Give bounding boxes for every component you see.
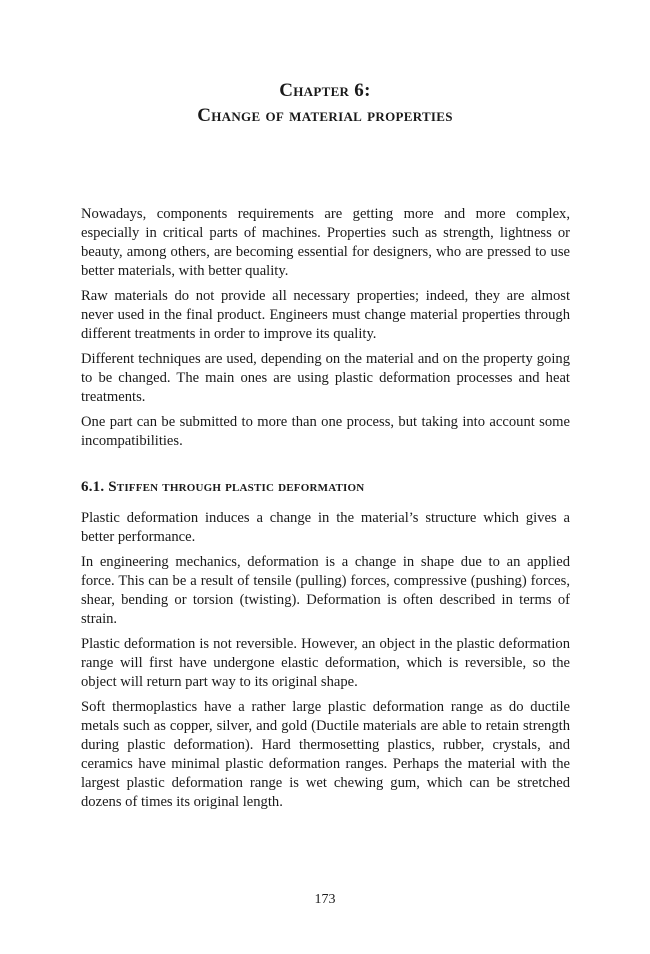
section-paragraph: In engineering mechanics, deformation is a change in shape due to an applied force. This can be a result of tensile (pulling) forces, compressive (pushing) forces, shear, bending or torsion (twisting). Deformation is often described in terms of strain. [81, 554, 570, 627]
chapter-title: Change of material properties [197, 105, 453, 126]
section-paragraph: Plastic deformation is not reversible. However, an object in the plastic deformation range will first have undergone elastic deformation, which is reversible, so the object will return part way to its original shape. [81, 636, 570, 690]
section-heading: 6.1. Stiffen through plastic deformation [81, 479, 365, 495]
intro-paragraph: Raw materials do not provide all necessary properties; indeed, they are almost never used in the final product. Engineers must change material properties through different treatments in order to improve its quality. [81, 288, 570, 342]
intro-paragraph: Different techniques are used, depending on the material and on the property going to be changed. The main ones are using plastic deformation processes and heat treatments. [81, 351, 570, 405]
section-paragraph: Soft thermoplastics have a rather large plastic deformation range as do ductile metals such as copper, silver, and gold (Ductile materials are able to retain strength during plastic deformation). Hard thermosetting plastics, rubber, crystals, and ceramics have minimal plastic deformation ranges. Perhaps the material with the largest plastic deformation range is wet chewing gum, which can be stretched dozens of times its original length. [81, 699, 570, 810]
chapter-number: Chapter 6: [279, 80, 371, 101]
page-body [81, 205, 570, 818]
intro-paragraph: One part can be submitted to more than one process, but taking into account some incompatibilities. [81, 414, 570, 449]
page-number: 173 [314, 892, 336, 907]
intro-paragraph: Nowadays, components requirements are getting more and more complex, especially in critical parts of machines. Properties such as strength, lightness or beauty, among others, are becoming essential for designers, who are pressed to use better materials, with better quality. [81, 206, 570, 279]
chapter-heading [0, 80, 650, 128]
section-paragraph: Plastic deformation induces a change in the material’s structure which gives a better performance. [81, 510, 570, 545]
